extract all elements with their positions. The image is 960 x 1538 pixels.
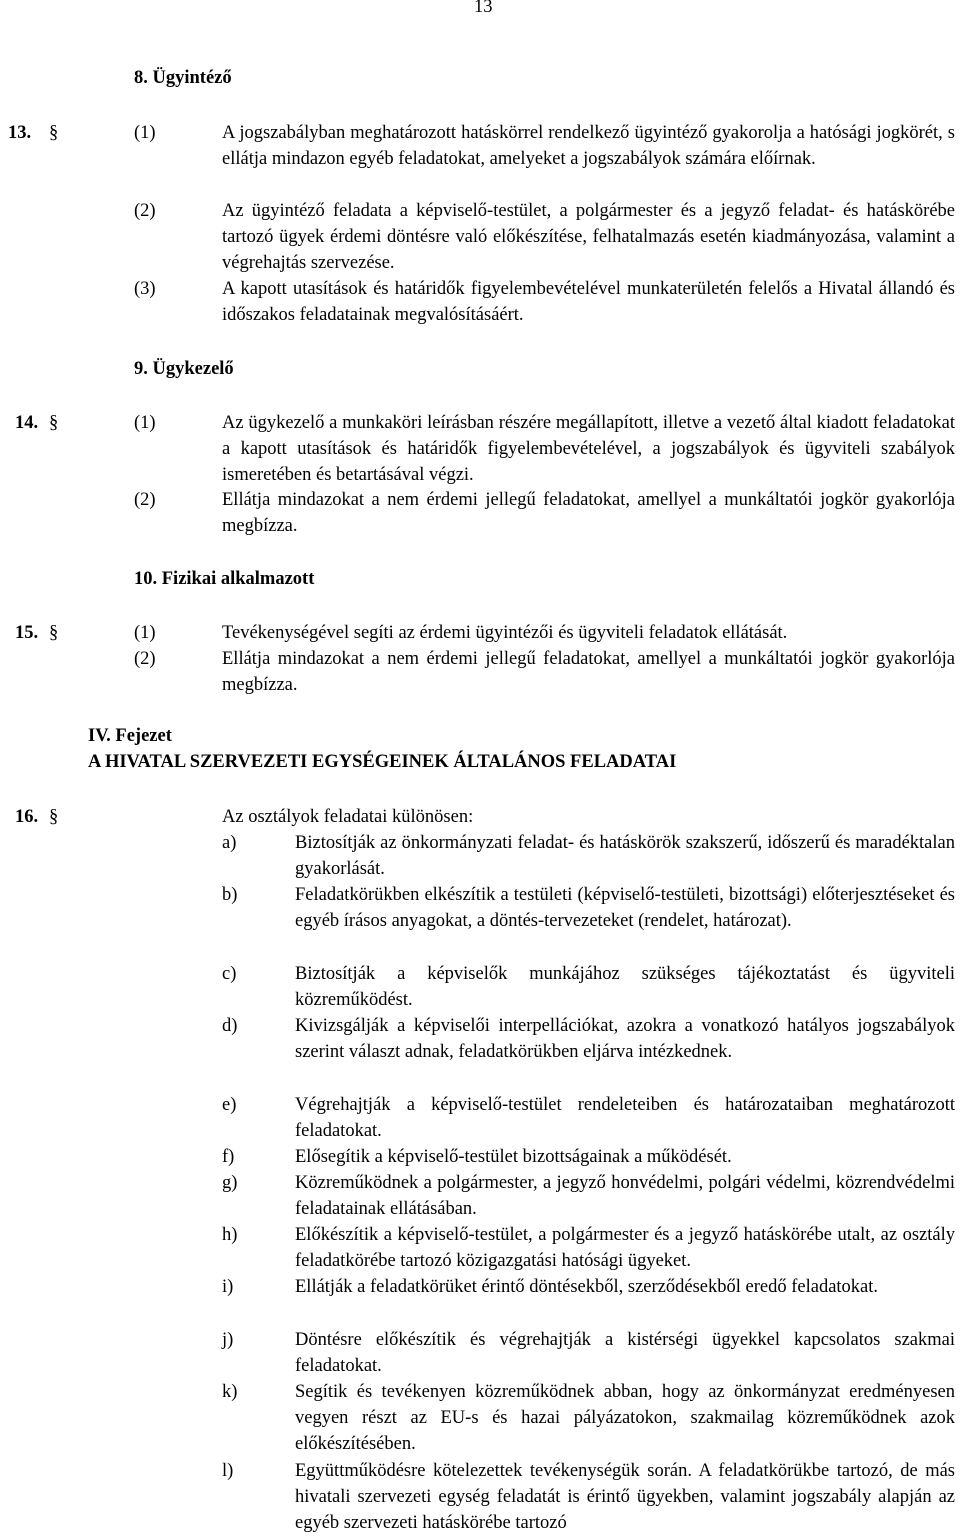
section-intro: Az osztályok feladatai különösen: bbox=[222, 807, 474, 827]
paragraph-text: Az ügykezelő a munkaköri leírásban részére megállapított, illetve a vezető által kiadott feladatokat a kapott utasítások és határidők figyelembevételével, a jogszabályok és ügyviteli szabályok ismeretében és betartásával végzi. bbox=[222, 413, 955, 485]
list-item-letter: a) bbox=[222, 833, 237, 853]
section-number-14: 14. bbox=[15, 413, 39, 433]
list-item-letter: e) bbox=[222, 1095, 237, 1115]
list-item: Közreműködnek a polgármester, a jegyző honvédelmi, polgári védelmi, közrendvédelmi feladatainak ellátásában. bbox=[295, 1173, 955, 1219]
list-item: Kivizsgálják a képviselői interpellációkat, azokra a vonatkozó hatályos jogszabályok szerint választ adnak, feladatkörükben eljárva intézkednek. bbox=[295, 1016, 955, 1062]
list-item-letter: l) bbox=[222, 1461, 234, 1481]
chapter-label: IV. Fejezet bbox=[88, 726, 172, 746]
chapter-title: A HIVATAL SZERVEZETI EGYSÉGEINEK ÁLTALÁNOS FELADATAI bbox=[88, 752, 677, 772]
list-item-letter: i) bbox=[222, 1277, 234, 1297]
paragraph-sign: § bbox=[49, 623, 59, 643]
paragraph-text: Ellátja mindazokat a nem érdemi jellegű feladatokat, amellyel a munkáltatói jogkör gyakorlója megbízza. bbox=[222, 649, 955, 695]
section-number-13: 13. bbox=[8, 123, 32, 143]
section-heading-ugykezelo: 9. Ügykezelő bbox=[134, 359, 234, 379]
section-heading-ugyintezo: 8. Ügyintéző bbox=[134, 68, 232, 88]
paragraph-text: A kapott utasítások és határidők figyelembevételével munkaterületén felelős a Hivatal állandó és időszakos feladatainak megvalósításáért. bbox=[222, 279, 955, 325]
list-item-letter: j) bbox=[222, 1330, 234, 1350]
paragraph-number: (1) bbox=[134, 623, 156, 643]
page-number: 13 bbox=[474, 0, 493, 17]
paragraph-number: (3) bbox=[134, 279, 156, 299]
paragraph-number: (1) bbox=[134, 413, 156, 433]
list-item: Biztosítják a képviselők munkájához szükséges tájékoztatást és ügyviteli közreműködést. bbox=[295, 964, 955, 1010]
list-item: Biztosítják az önkormányzati feladat- és hatáskörök szakszerű, időszerű és maradéktalan gyakorlását. bbox=[295, 833, 955, 879]
paragraph-number: (1) bbox=[134, 123, 156, 143]
list-item: Elősegítik a képviselő-testület bizottságainak a működését. bbox=[295, 1147, 732, 1167]
paragraph-number: (2) bbox=[134, 201, 156, 221]
list-item: Feladatkörükben elkészítik a testületi (képviselő-testületi, bizottsági) előterjesztéseket és egyéb írásos anyagokat, a döntés-tervezeteket (rendelet, határozat). bbox=[295, 885, 955, 931]
section-heading-fizikai: 10. Fizikai alkalmazott bbox=[134, 569, 315, 589]
list-item-letter: d) bbox=[222, 1016, 238, 1036]
list-item: Döntésre előkészítik és végrehajtják a kistérségi ügyekkel kapcsolatos szakmai feladatokat. bbox=[295, 1330, 955, 1376]
paragraph-text: Az ügyintéző feladata a képviselő-testület, a polgármester és a jegyző feladat- és hatáskörébe tartozó ügyek érdemi döntésre való előkészítése, felhatalmazás esetén kiadmányozása, valamint a végrehajtás szervezése. bbox=[222, 201, 955, 273]
list-item-letter: c) bbox=[222, 964, 237, 984]
list-item-letter: h) bbox=[222, 1225, 238, 1245]
list-item: Együttműködésre kötelezettek tevékenységük során. A feladatkörükbe tartozó, de más hivatali szervezeti egység feladatát is érintő ügyekben, valamint jogszabály alapján az egyéb szervezeti hatáskörébe tartozó bbox=[295, 1461, 955, 1533]
list-item-letter: k) bbox=[222, 1382, 238, 1402]
list-item-letter: b) bbox=[222, 885, 238, 905]
list-item: Segítik és tevékenyen közreműködnek abban, hogy az önkormányzat eredményesen vegyen részt az EU-s és hazai pályázatokon, szakmailag közreműködnek azok előkészítésében. bbox=[295, 1382, 955, 1454]
list-item: Ellátják a feladatkörüket érintő döntésekből, szerződésekből eredő feladatokat. bbox=[295, 1277, 879, 1297]
paragraph-sign: § bbox=[49, 807, 59, 827]
list-item-letter: f) bbox=[222, 1147, 235, 1167]
paragraph-sign: § bbox=[49, 123, 59, 143]
paragraph-text: A jogszabályban meghatározott hatáskörrel rendelkező ügyintéző gyakorolja a hatósági jogkörét, s ellátja mindazon egyéb feladatokat, amelyeket a jogszabályok számára előírnak. bbox=[222, 123, 955, 169]
list-item-letter: g) bbox=[222, 1173, 238, 1193]
paragraph-text: Tevékenységével segíti az érdemi ügyintézői és ügyviteli feladatok ellátását. bbox=[222, 623, 788, 643]
section-number-16: 16. bbox=[15, 807, 39, 827]
list-item: Végrehajtják a képviselő-testület rendeleteiben és határozataiban meghatározott feladatokat. bbox=[295, 1095, 955, 1141]
paragraph-text: Ellátja mindazokat a nem érdemi jellegű feladatokat, amellyel a munkáltatói jogkör gyakorlója megbízza. bbox=[222, 490, 955, 536]
paragraph-sign: § bbox=[49, 413, 59, 433]
list-item: Előkészítik a képviselő-testület, a polgármester és a jegyző hatáskörébe utalt, az osztály feladatkörébe tartozó közigazgatási hatósági ügyeket. bbox=[295, 1225, 955, 1271]
paragraph-number: (2) bbox=[134, 490, 156, 510]
section-number-15: 15. bbox=[15, 623, 39, 643]
paragraph-number: (2) bbox=[134, 649, 156, 669]
